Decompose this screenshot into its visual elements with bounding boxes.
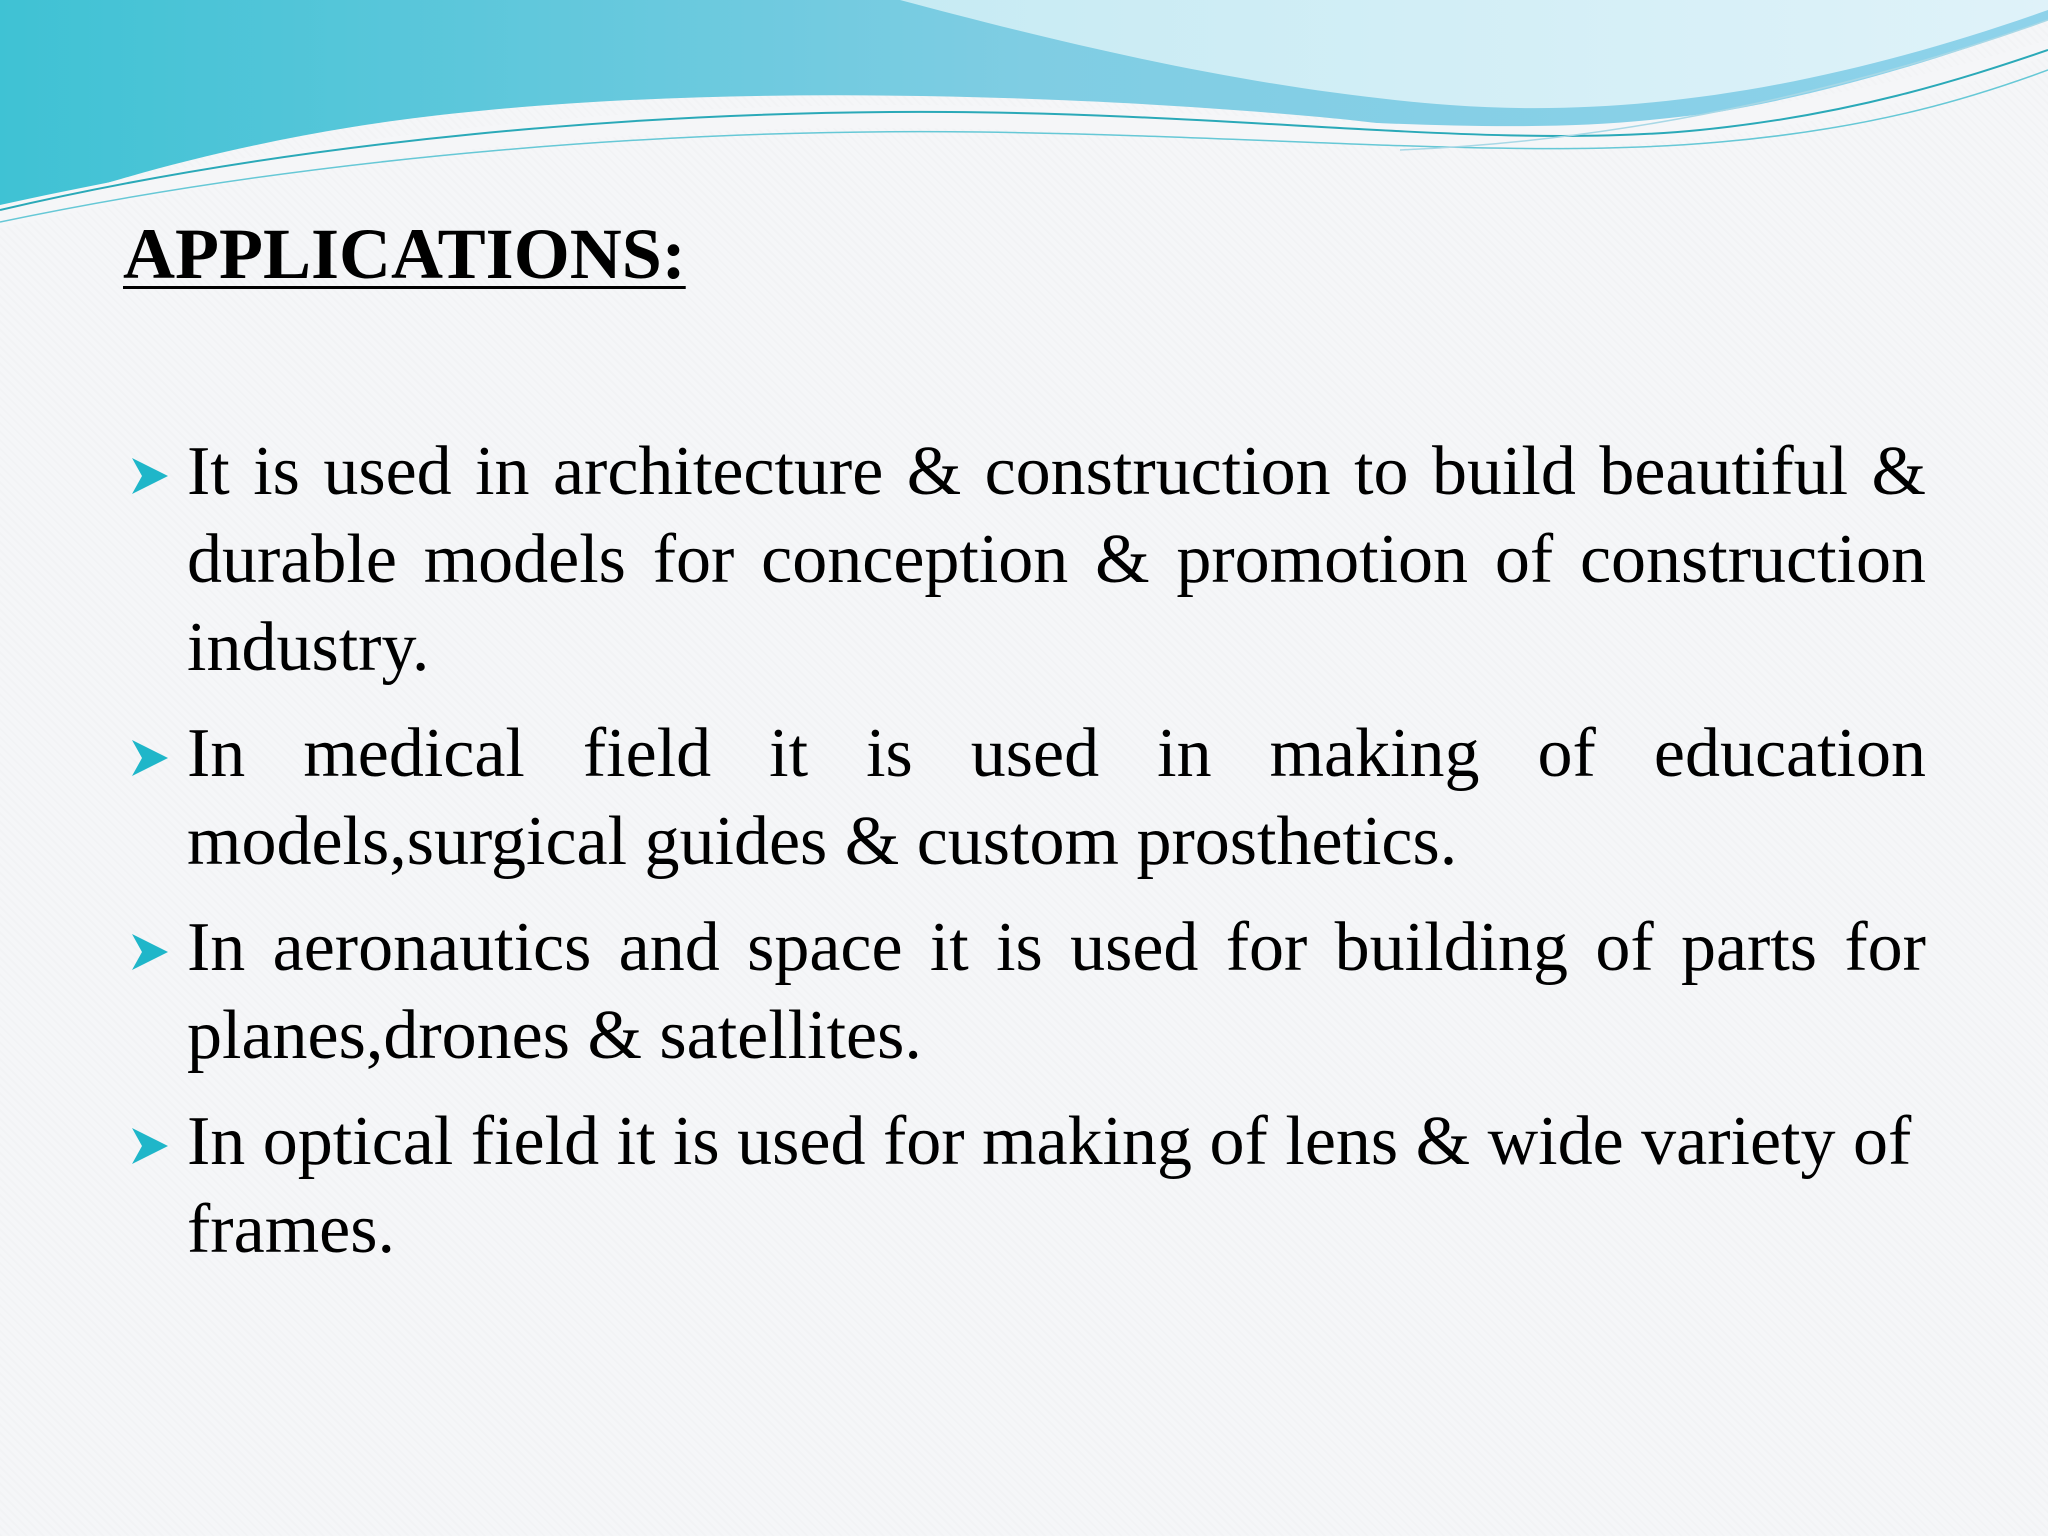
- bullet-item: [128, 710, 1926, 886]
- slide-title: APPLICATIONS:: [123, 214, 686, 294]
- bullet-item: [128, 428, 1926, 692]
- bullet-text: It is used in architecture & construction to build beautiful & durable models for conception & promotion of construction industry.: [187, 433, 1926, 686]
- bullet-list: [128, 428, 1926, 1292]
- bullet-text: In medical field it is used in making of education models,surgical guides & custom prosthetics.: [187, 715, 1926, 880]
- arrowhead-bullet-icon: [128, 930, 172, 974]
- header-wave-decoration: [0, 0, 2048, 240]
- bullet-text: In aeronautics and space it is used for building of parts for planes,drones & satellites.: [187, 909, 1926, 1074]
- bullet-text: In optical field it is used for making of lens & wide variety of frames.: [187, 1103, 1912, 1268]
- bullet-item: [128, 904, 1926, 1080]
- arrowhead-bullet-icon: [128, 1124, 172, 1168]
- arrowhead-bullet-icon: [128, 454, 172, 498]
- bullet-item: [128, 1098, 1926, 1274]
- arrowhead-bullet-icon: [128, 736, 172, 780]
